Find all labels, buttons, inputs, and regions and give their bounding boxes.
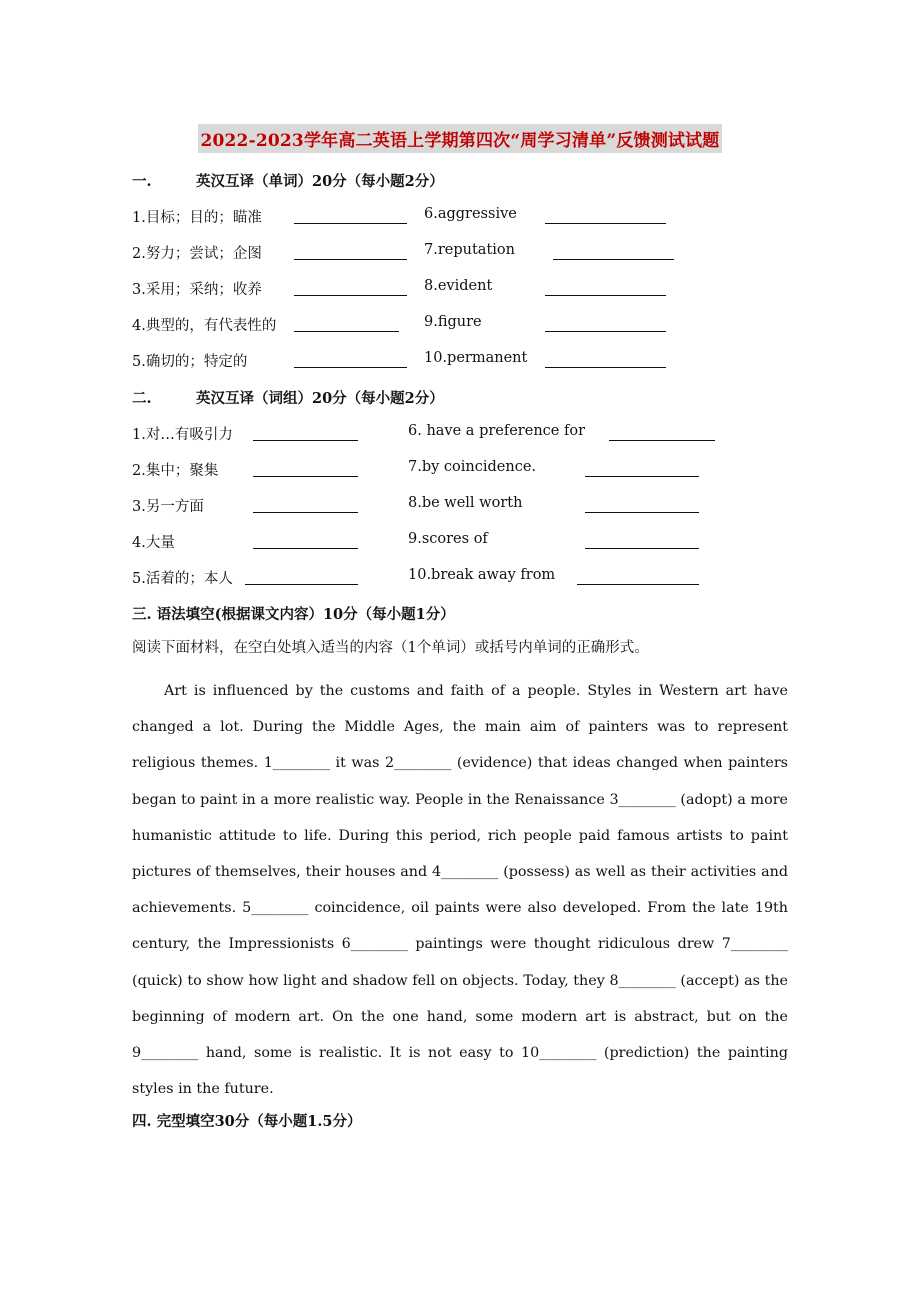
vocab-left-prompt: 5.确切的；特定的 bbox=[132, 354, 248, 370]
section-1-number: 一. bbox=[132, 173, 152, 190]
cloze-passage-text: Art is influenced by the customs and faith of a people. Styles in Western art have changed a lot. During the Middle Ages, the main aim of painters was to represent religious themes. 1________ it was 2________ (evidence) that ideas changed when painters began to paint in a more realistic way. People in the Renaissance 3________ (adopt) a more humanistic attitude to life. During this period, rich people paid famous artists to paint pictures of themselves, their houses and 4________ (possess) as well as their activities and achievements. 5________ coincidence, oil paints were also developed. From the late 19th century, the Impressionists 6________ paintings were thought ridiculous drew 7________ (quick) to show how light and shadow fell on objects. Today, they 8________ (accept) as the beginning of modern art. On the one hand, some modern art is abstract, but on the 9________ hand, some is realistic. It is not easy to 10________ (prediction) the painting styles in the future. bbox=[132, 683, 788, 1098]
phrase-row bbox=[132, 459, 812, 481]
section-2-heading bbox=[132, 387, 444, 408]
phrase-left-prompt: 1.对…有吸引力 bbox=[132, 427, 233, 443]
vocab-left-prompt: 4.典型的，有代表性的 bbox=[132, 318, 277, 334]
phrase-right-prompt: 6. have a preference for bbox=[408, 423, 585, 439]
vocab-row bbox=[132, 278, 812, 300]
answer-blank[interactable] bbox=[609, 440, 715, 441]
answer-blank[interactable] bbox=[545, 295, 666, 296]
vocab-left-prompt: 1.目标；目的；瞄准 bbox=[132, 210, 262, 226]
section-3-instruction: 阅读下面材料，在空白处填入适当的内容（1个单词）或括号内单词的正确形式。 bbox=[132, 640, 649, 656]
phrase-right-prompt: 10.break away from bbox=[408, 567, 556, 583]
phrase-row bbox=[132, 531, 812, 553]
phrase-right-prompt: 7.by coincidence. bbox=[408, 459, 537, 475]
document-title-wrap bbox=[0, 124, 920, 153]
vocab-right-prompt: 9.figure bbox=[424, 314, 482, 330]
section-4-heading bbox=[132, 1110, 362, 1131]
phrase-left-prompt: 5.活着的；本人 bbox=[132, 571, 233, 587]
answer-blank[interactable] bbox=[577, 584, 699, 585]
vocab-row bbox=[132, 206, 812, 228]
answer-blank[interactable] bbox=[253, 512, 358, 513]
section-4-title: 四. 完型填空30分（每小题1.5分） bbox=[132, 1113, 362, 1130]
phrase-left-prompt: 4.大量 bbox=[132, 535, 175, 551]
phrase-left-prompt: 2.集中；聚集 bbox=[132, 463, 219, 479]
answer-blank[interactable] bbox=[245, 584, 358, 585]
section-1-title: 英汉互译（单词）20分（每小题2分） bbox=[196, 173, 444, 190]
answer-blank[interactable] bbox=[585, 548, 699, 549]
document-title: 2022-2023学年高二英语上学期第四次“周学习清单”反馈测试试题 bbox=[198, 124, 721, 153]
vocab-right-prompt: 6.aggressive bbox=[424, 206, 517, 222]
cloze-passage bbox=[132, 673, 788, 1107]
answer-blank[interactable] bbox=[545, 367, 666, 368]
vocab-row bbox=[132, 350, 812, 372]
answer-blank[interactable] bbox=[294, 223, 407, 224]
vocab-right-prompt: 7.reputation bbox=[424, 242, 515, 258]
phrase-right-prompt: 8.be well worth bbox=[408, 495, 523, 511]
vocab-row bbox=[132, 314, 812, 336]
answer-blank[interactable] bbox=[585, 512, 699, 513]
answer-blank[interactable] bbox=[553, 259, 674, 260]
section-3-title: 三. 语法填空(根据课文内容）10分（每小题1分） bbox=[132, 606, 455, 623]
answer-blank[interactable] bbox=[294, 367, 407, 368]
phrase-row bbox=[132, 495, 812, 517]
phrase-row bbox=[132, 567, 812, 589]
phrase-left-prompt: 3.另一方面 bbox=[132, 499, 204, 515]
section-1-heading bbox=[132, 170, 444, 191]
vocab-right-prompt: 8.evident bbox=[424, 278, 493, 294]
answer-blank[interactable] bbox=[294, 331, 399, 332]
answer-blank[interactable] bbox=[253, 476, 358, 477]
vocab-left-prompt: 3.采用；采纳；收养 bbox=[132, 282, 262, 298]
vocab-right-prompt: 10.permanent bbox=[424, 350, 528, 366]
vocab-left-prompt: 2.努力；尝试；企图 bbox=[132, 246, 262, 262]
phrase-right-prompt: 9.scores of bbox=[408, 531, 488, 547]
phrase-row bbox=[132, 423, 812, 445]
answer-blank[interactable] bbox=[294, 259, 407, 260]
answer-blank[interactable] bbox=[545, 331, 666, 332]
answer-blank[interactable] bbox=[585, 476, 699, 477]
section-2-number: 二. bbox=[132, 390, 152, 407]
answer-blank[interactable] bbox=[253, 548, 358, 549]
vocab-row bbox=[132, 242, 812, 264]
answer-blank[interactable] bbox=[545, 223, 666, 224]
section-3-heading bbox=[132, 603, 455, 624]
answer-blank[interactable] bbox=[253, 440, 358, 441]
answer-blank[interactable] bbox=[294, 295, 407, 296]
section-2-title: 英汉互译（词组）20分（每小题2分） bbox=[196, 390, 444, 407]
